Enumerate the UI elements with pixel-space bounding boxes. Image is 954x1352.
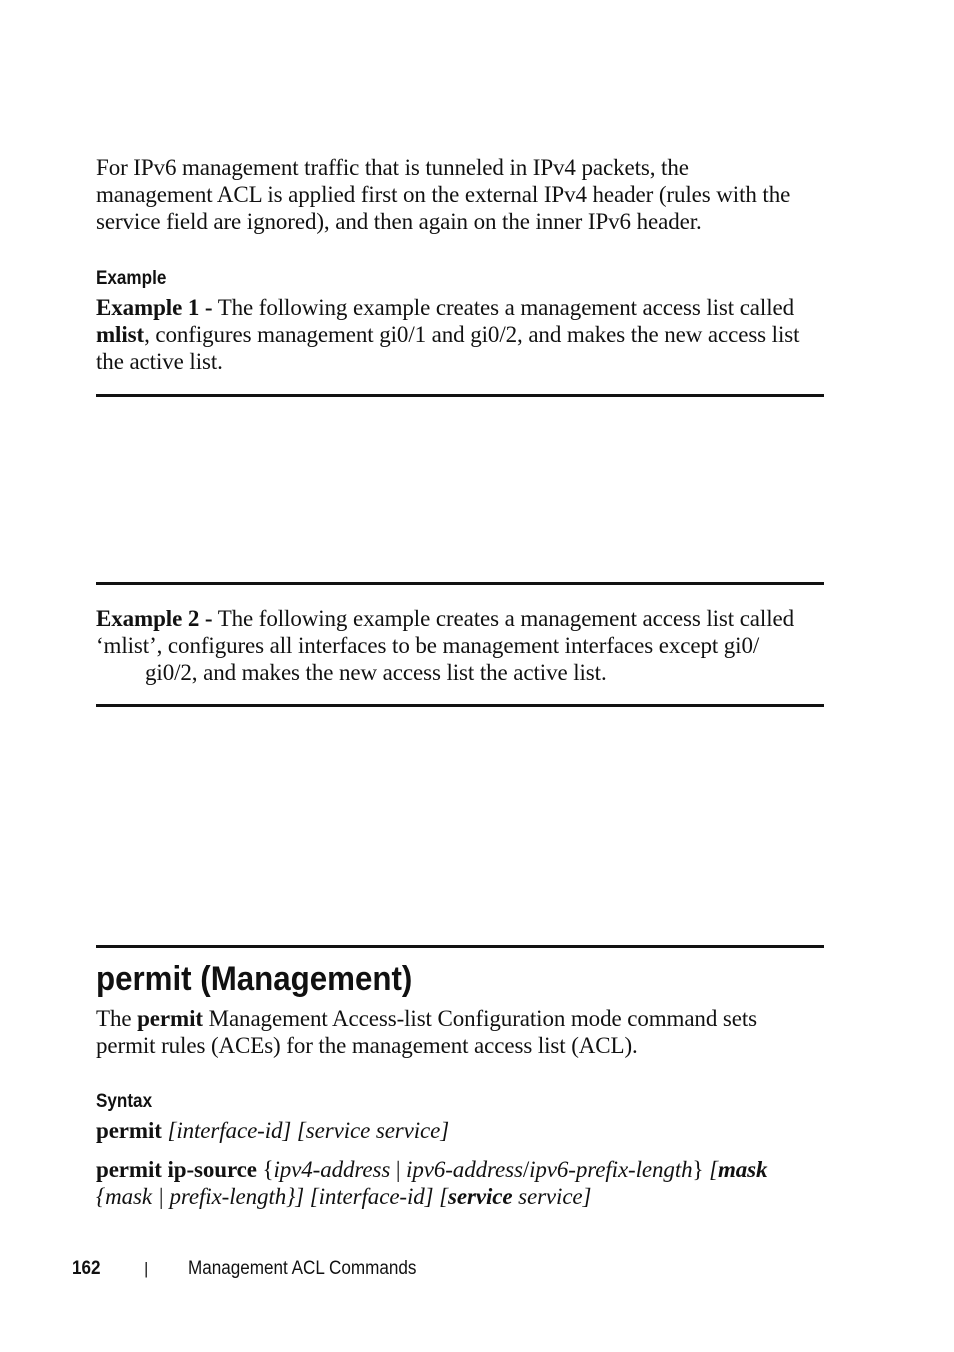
syntax-1-args: [interface-id] [service service]: [161, 1118, 450, 1143]
example-2-label: Example 2 -: [96, 606, 213, 631]
example-heading: Example: [96, 268, 167, 289]
intro-line-2: management ACL is applied first on the external IPv4 header (rules with the: [96, 182, 791, 207]
example-1-line-3: the active list.: [96, 349, 223, 374]
mlist-keyword: mlist: [96, 322, 145, 347]
example-2-paragraph: [96, 605, 824, 686]
description-line-2: permit rules (ACEs) for the management access list (ACL).: [96, 1033, 638, 1058]
syntax-2-line-1: permit ip-source {ipv4-address | ipv6-address/ipv6-prefix-length} [mask: [96, 1157, 768, 1182]
code-box-2-top-rule: [96, 704, 824, 707]
example-1-line-1: Example 1 - The following example creates a management access list called: [96, 295, 795, 320]
example-1-paragraph: [96, 294, 824, 375]
code-box-1-bottom-rule: [96, 582, 824, 585]
section-top-rule: [96, 945, 824, 948]
intro-line-3: service field are ignored), and then again on the inner IPv6 header.: [96, 209, 702, 234]
service-keyword: service: [448, 1184, 513, 1209]
syntax-2-keyword: permit ip-source: [96, 1157, 257, 1182]
intro-paragraph: [96, 154, 824, 235]
description-line-1: The permit Management Access-list Configuration mode command sets: [96, 1006, 757, 1031]
intro-line-1: For IPv6 management traffic that is tunneled in IPv4 packets, the: [96, 155, 689, 180]
example-1-label: Example 1 -: [96, 295, 213, 320]
command-description: [96, 1005, 824, 1059]
syntax-form-2: [96, 1156, 824, 1210]
footer-section-title: Management ACL Commands: [188, 1258, 417, 1279]
example-2-line-1: Example 2 - The following example creates a management access list called: [96, 606, 795, 631]
footer-separator: |: [144, 1259, 149, 1278]
mask-keyword: mask: [717, 1157, 768, 1182]
example-2-line-2: ‘mlist’, configures all interfaces to be management interfaces except gi0/: [96, 633, 760, 658]
page-number: 162: [72, 1258, 101, 1279]
syntax-heading: Syntax: [96, 1091, 153, 1112]
syntax-form-1: [96, 1117, 824, 1144]
command-title: permit (Management): [96, 960, 413, 998]
permit-keyword: permit: [137, 1006, 203, 1031]
example-1-line-2: mlist, configures management gi0/1 and gi0/2, and makes the new access list: [96, 322, 800, 347]
syntax-2-line-2: {mask | prefix-length}] [interface-id] [service service]: [96, 1184, 592, 1209]
syntax-1-keyword: permit: [96, 1118, 162, 1143]
code-box-1-top-rule: [96, 394, 824, 397]
example-2-line-3: gi0/2, and makes the new access list the active list.: [145, 660, 607, 685]
